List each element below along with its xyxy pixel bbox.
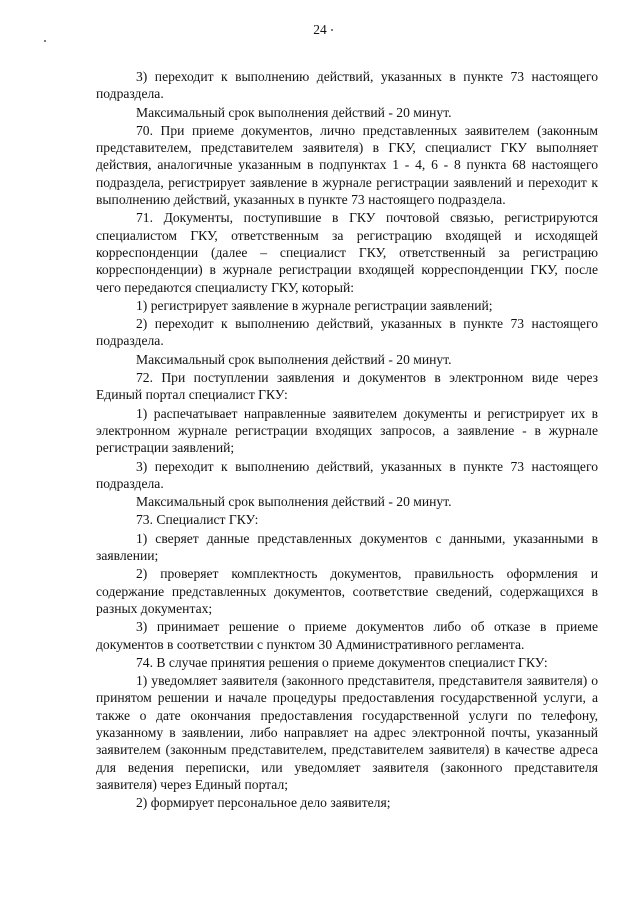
paragraph: 73. Специалист ГКУ:: [136, 512, 259, 528]
paragraph: 2) проверяет комплектность документов, правильность оформления и содержание представленных документов, соответствие сведений, содержащихся в разных документах;: [96, 566, 598, 616]
paragraph: Максимальный срок выполнения действий - 20 минут.: [136, 494, 452, 510]
paragraph: Максимальный срок выполнения действий - 20 минут.: [136, 104, 452, 120]
paragraph: 3) принимает решение о приеме документов либо об отказе в приеме документов в соответствии с пунктом 30 Административного регламента.: [96, 619, 598, 652]
page-number: 24: [313, 22, 327, 37]
scan-speck: [44, 40, 46, 42]
paragraph: 1) сверяет данные представленных документов с данными, указанными в заявлении;: [96, 530, 598, 564]
paragraph: Максимальный срок выполнения действий - 20 минут.: [136, 351, 452, 367]
document-body: [96, 68, 598, 812]
paragraph: 1) распечатывает направленные заявителем документы и регистрирует их в электронном журнале регистрации входящих запросов, а заявление - в журнале регистрации заявлений;: [96, 405, 598, 456]
paragraph: 1) уведомляет заявителя (законного представителя, представителя заявителя) о принятом решении и начале процедуры предоставления государственной услуги, а также о дате окончания предоставления государственной услуги по телефону, указанному в заявлении, либо направляет на адрес электронной почты, указанный заявителем (законным представителем, представителем заявителя) в качестве адреса для ведения переписки, или уведомляет заявителя (законного представителя заявителя) через Единый портал;: [96, 673, 598, 792]
paragraph: 3) переходит к выполнению действий, указанных в пункте 73 настоящего подраздела.: [96, 69, 598, 102]
paragraph: 72. При поступлении заявления и документов в электронном виде через Единый портал специалист ГКУ:: [96, 370, 598, 403]
paragraph: 74. В случае принятия решения о приеме документов специалист ГКУ:: [136, 654, 548, 670]
paragraph: 2) переходит к выполнению действий, указанных в пункте 73 настоящего подраздела.: [96, 316, 598, 349]
paragraph: 1) регистрирует заявление в журнале регистрации заявлений;: [136, 297, 493, 313]
paragraph: 2) формирует персональное дело заявителя;: [136, 795, 391, 811]
paragraph: 3) переходит к выполнению действий, указанных в пункте 73 настоящего подраздела.: [96, 458, 598, 491]
scan-speck: [331, 29, 333, 31]
paragraph: 70. При приеме документов, лично представленных заявителем (законным представителем, представителем заявителя) в ГКУ, специалист ГКУ выполняет действия, аналогичные указанным в подпунктах 1 - 4, 6 - 8 пункта 68 настоящего подраздела, регистрирует заявление в журнале регистрации заявлений и переходит к выполнению действий, указанных в пункте 73 настоящего подраздела.: [96, 122, 598, 208]
paragraph: 71. Документы, поступившие в ГКУ почтовой связью, регистрируются специалистом ГКУ, ответственным за регистрацию входящей и исходящей корреспонденции (далее – специалист ГКУ, ответственный за регистрацию корреспонденции) в журнале регистрации входящей корреспонденции ГКУ, после чего передаются специалисту ГКУ, который:: [96, 210, 598, 295]
